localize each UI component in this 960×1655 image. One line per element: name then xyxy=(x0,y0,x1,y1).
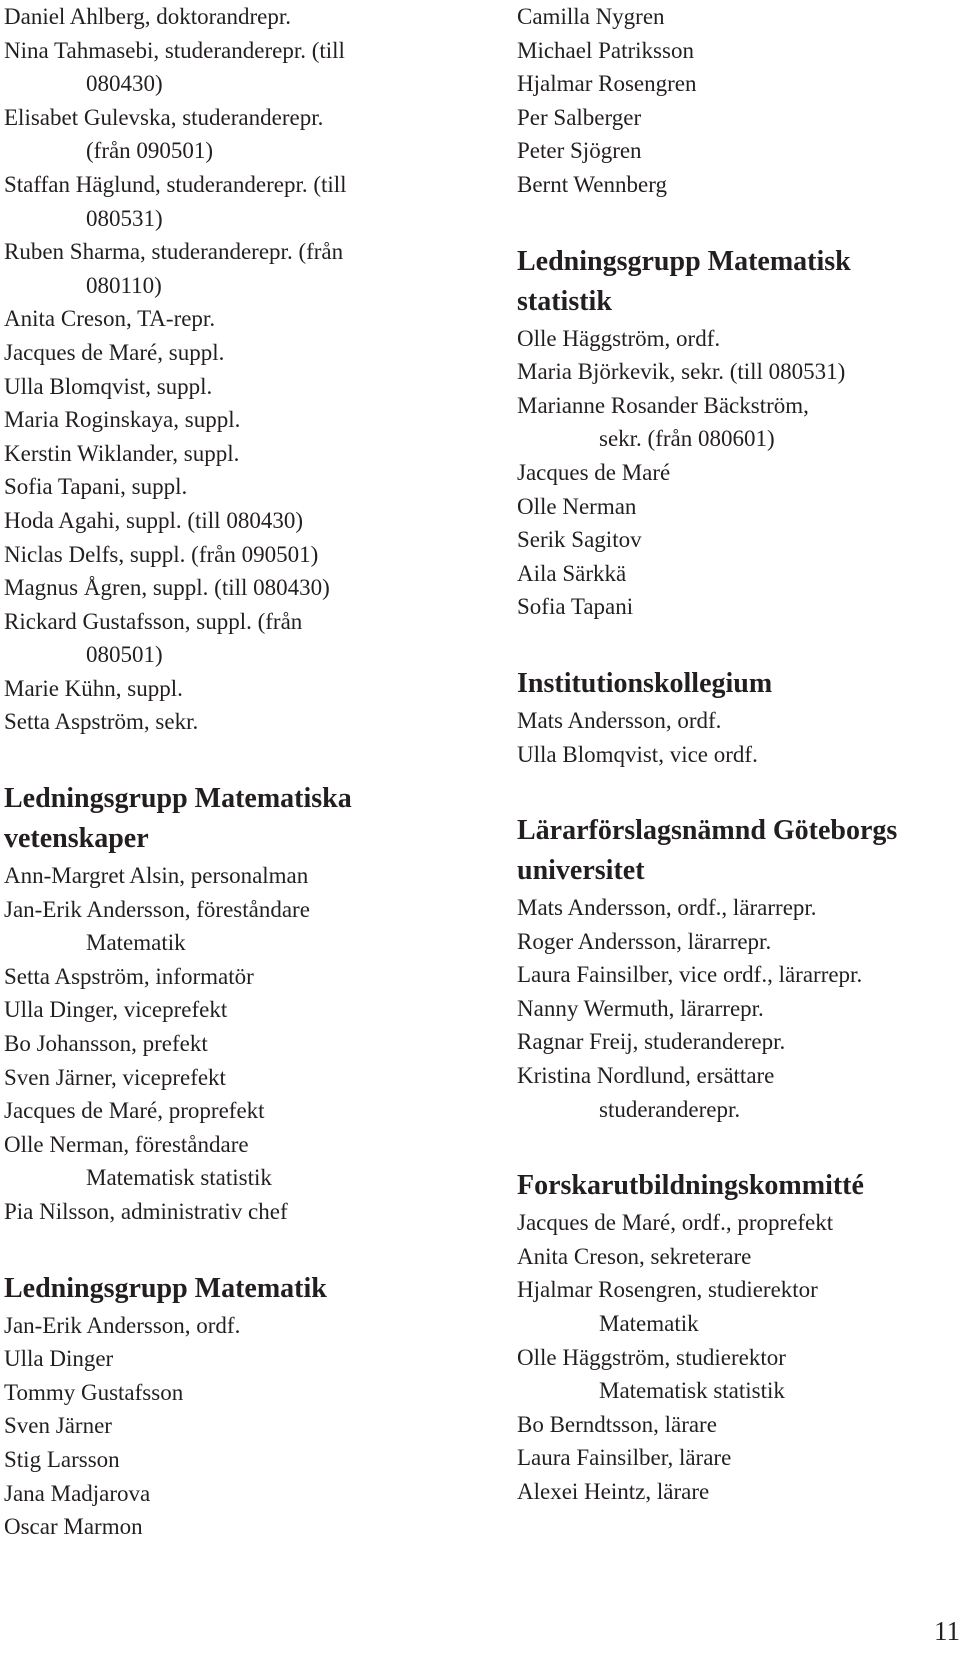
list-item: Olle Nerman xyxy=(517,493,637,519)
section-heading: statistik xyxy=(517,285,612,317)
left-column xyxy=(4,0,474,1544)
list-item: Laura Fainsilber, lärare xyxy=(517,1445,732,1471)
list-item: 080531) xyxy=(86,205,163,231)
list-item: Setta Aspström, sekr. xyxy=(4,709,199,735)
list-item: Marianne Rosander Bäckström, xyxy=(517,392,809,418)
list-item: Ann-Margret Alsin, personalman xyxy=(4,863,309,889)
list-item: Anita Creson, TA-repr. xyxy=(4,306,216,332)
list-item: Ulla Blomqvist, vice ordf. xyxy=(517,741,758,767)
list-item: Michael Patriksson xyxy=(517,37,694,63)
list-item: Mats Andersson, ordf., lärarrepr. xyxy=(517,895,817,921)
list-item: Ragnar Freij, studeranderepr. xyxy=(517,1029,786,1055)
list-item: Per Salberger xyxy=(517,104,642,130)
list-item: (från 090501) xyxy=(86,138,214,164)
list-item: Jan-Erik Andersson, ordf. xyxy=(4,1312,241,1338)
list-item: Niclas Delfs, suppl. (från 090501) xyxy=(4,541,319,567)
list-item: Bo Berndtsson, lärare xyxy=(517,1411,717,1437)
list-item: 080501) xyxy=(86,642,163,668)
list-item: Sven Järner, viceprefekt xyxy=(4,1064,226,1090)
list-item: Marie Kühn, suppl. xyxy=(4,675,183,701)
list-item: 080430) xyxy=(86,71,163,97)
list-item: Ulla Blomqvist, suppl. xyxy=(4,373,213,399)
list-item: Magnus Ågren, suppl. (till 080430) xyxy=(4,575,330,601)
list-item: Jacques de Maré, proprefekt xyxy=(4,1098,265,1124)
list-item: Hoda Agahi, suppl. (till 080430) xyxy=(4,507,303,533)
section-heading: universitet xyxy=(517,855,645,887)
list-item: Jan-Erik Andersson, föreståndare xyxy=(4,896,310,922)
list-item: Mats Andersson, ordf. xyxy=(517,707,722,733)
list-item: Matematik xyxy=(599,1311,699,1337)
list-item: Jacques de Maré, suppl. xyxy=(4,339,225,365)
list-item: Anita Creson, sekreterare xyxy=(517,1243,752,1269)
list-item: Aila Särkkä xyxy=(517,560,627,586)
section-heading: Ledningsgrupp Matematisk xyxy=(517,245,851,277)
list-item: Hjalmar Rosengren xyxy=(517,71,697,97)
list-item: Oscar Marmon xyxy=(4,1514,143,1540)
right-column xyxy=(517,0,957,1509)
list-item: Tommy Gustafsson xyxy=(4,1379,184,1405)
list-item: Alexei Heintz, lärare xyxy=(517,1479,710,1504)
list-item: Olle Nerman, föreståndare xyxy=(4,1131,249,1157)
list-item: Daniel Ahlberg, doktorandrepr. xyxy=(4,4,292,29)
section-heading: Ledningsgrupp Matematik xyxy=(4,1272,327,1304)
list-item: Sofia Tapani xyxy=(517,594,634,620)
list-item: Matematisk statistik xyxy=(599,1378,785,1404)
list-item: Nanny Wermuth, lärarrepr. xyxy=(517,995,764,1021)
list-item: Kerstin Wiklander, suppl. xyxy=(4,440,240,466)
section-heading: Institutionskollegium xyxy=(517,667,773,699)
list-item: Sven Järner xyxy=(4,1413,112,1439)
list-item: Olle Häggström, ordf. xyxy=(517,325,721,351)
list-item: Nina Tahmasebi, studeranderepr. (till xyxy=(4,37,345,63)
list-item: Peter Sjögren xyxy=(517,138,642,164)
list-item: Kristina Nordlund, ersättare xyxy=(517,1063,775,1089)
list-item: Jacques de Maré xyxy=(517,459,671,485)
list-item: Bo Johansson, prefekt xyxy=(4,1031,208,1057)
section-heading: Ledningsgrupp Matematiska xyxy=(4,783,352,815)
list-item: Stig Larsson xyxy=(4,1446,120,1472)
list-item: studeranderepr. xyxy=(599,1096,741,1122)
list-item: Sofia Tapani, suppl. xyxy=(4,474,188,500)
list-item: Olle Häggström, studierektor xyxy=(517,1344,786,1370)
list-item: Elisabet Gulevska, studeranderepr. xyxy=(4,104,324,130)
list-item: Bernt Wennberg xyxy=(517,171,667,197)
list-item: Matematik xyxy=(86,930,186,956)
list-item: Maria Roginskaya, suppl. xyxy=(4,407,241,433)
section-heading: vetenskaper xyxy=(4,823,149,855)
list-item: Matematisk statistik xyxy=(86,1165,272,1191)
list-item: 080110) xyxy=(86,272,162,298)
section-heading: Lärarförslagsnämnd Göteborgs xyxy=(517,815,898,847)
list-item: Rickard Gustafsson, suppl. (från xyxy=(4,608,303,634)
list-item: Jana Madjarova xyxy=(4,1480,151,1506)
list-item: Staffan Häglund, studeranderepr. (till xyxy=(4,171,347,197)
page-number: 11 xyxy=(934,1616,960,1646)
section-heading: Forskarutbildningskommitté xyxy=(517,1170,864,1202)
list-item: Serik Sagitov xyxy=(517,527,642,553)
list-item: Maria Björkevik, sekr. (till 080531) xyxy=(517,359,846,385)
list-item: Camilla Nygren xyxy=(517,4,665,29)
list-item: Hjalmar Rosengren, studierektor xyxy=(517,1277,818,1303)
list-item: Jacques de Maré, ordf., proprefekt xyxy=(517,1210,834,1236)
list-item: Laura Fainsilber, vice ordf., lärarrepr. xyxy=(517,962,863,988)
list-item: Pia Nilsson, administrativ chef xyxy=(4,1199,288,1224)
list-item: Ulla Dinger, viceprefekt xyxy=(4,997,228,1023)
list-item: sekr. (från 080601) xyxy=(599,426,775,452)
list-item: Ruben Sharma, studeranderepr. (från xyxy=(4,239,344,265)
list-item: Ulla Dinger xyxy=(4,1346,114,1372)
list-item: Setta Aspström, informatör xyxy=(4,963,254,989)
list-item: Roger Andersson, lärarrepr. xyxy=(517,928,772,954)
